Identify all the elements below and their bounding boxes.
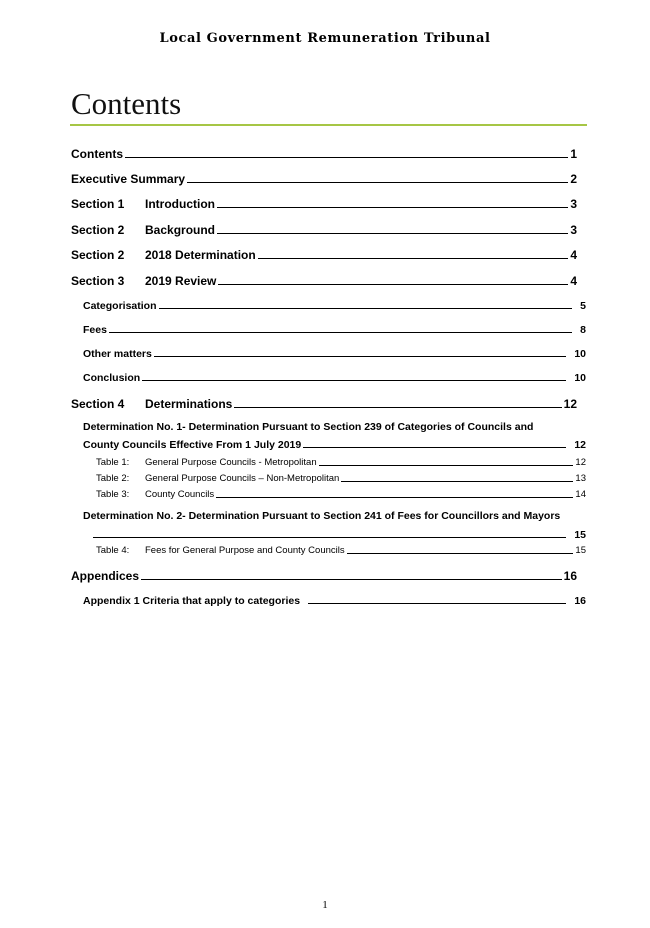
- toc-page: 4: [570, 248, 577, 262]
- toc-leader: [341, 481, 573, 482]
- toc-entry-determination-2[interactable]: [91, 527, 586, 541]
- toc-page: 13: [575, 473, 586, 484]
- toc-leader: [308, 603, 566, 604]
- toc-leader: [141, 579, 562, 580]
- toc-page: 10: [574, 348, 586, 360]
- toc-label: Categorisation: [83, 300, 157, 312]
- toc-entry-section-1[interactable]: [71, 195, 577, 211]
- toc-leader: [187, 182, 568, 183]
- toc-entry-executive-summary[interactable]: [71, 170, 577, 186]
- toc-page: 12: [574, 439, 586, 451]
- toc-leader: [319, 465, 574, 466]
- toc-page: 14: [575, 489, 586, 500]
- toc-label: Background: [145, 223, 216, 237]
- toc-label: Other matters: [83, 348, 152, 360]
- toc-page: 16: [574, 595, 586, 607]
- toc-page: 15: [574, 529, 586, 541]
- toc-section-number: Section 1: [71, 197, 125, 211]
- toc-label: Determinations: [145, 397, 233, 411]
- toc-page: 15: [575, 545, 586, 556]
- toc-label: 2019 Review: [145, 274, 217, 288]
- toc-leader: [217, 233, 568, 234]
- toc-entry-determination-1[interactable]: [83, 437, 586, 451]
- toc-leader: [303, 447, 566, 448]
- toc-label: County Councils Effective From 1 July 2019: [83, 439, 302, 451]
- toc-label: Appendix 1 Criteria that apply to categories: [83, 595, 301, 607]
- toc-page: 12: [563, 397, 577, 411]
- toc-leader: [258, 258, 569, 259]
- toc-page: 8: [580, 324, 586, 336]
- toc-entry-determination-2-line1[interactable]: Determination No. 2- Determination Pursuant to Section 241 of Fees for Councillors and Mayors: [83, 510, 561, 522]
- toc-leader: [125, 157, 568, 158]
- toc-label: County Councils: [145, 489, 215, 500]
- toc-label: Introduction: [145, 197, 215, 211]
- toc-entry-contents[interactable]: [71, 145, 577, 161]
- document-header: Local Government Remuneration Tribunal: [159, 31, 491, 46]
- toc-entry-other-matters[interactable]: [83, 346, 586, 360]
- toc-label: Fees for General Purpose and County Councils: [145, 545, 345, 556]
- toc-table-number: Table 4:: [96, 545, 130, 556]
- toc-page: 16: [563, 569, 577, 583]
- toc-entry-categorisation[interactable]: [83, 298, 586, 312]
- toc-table-number: Table 3:: [96, 489, 130, 500]
- toc-leader: [218, 284, 568, 285]
- toc-section-number: Section 3: [71, 274, 125, 288]
- toc-entry-fees[interactable]: [83, 322, 586, 336]
- toc-page: 5: [580, 300, 586, 312]
- toc-entry-conclusion[interactable]: [83, 370, 586, 384]
- toc-label: Executive Summary: [71, 172, 186, 186]
- toc-entry-table-1[interactable]: [96, 455, 586, 468]
- toc-leader: [93, 537, 566, 538]
- toc-entry-table-3[interactable]: [96, 487, 586, 500]
- toc-page: 2: [570, 172, 577, 186]
- toc-leader: [347, 553, 574, 554]
- toc-entry-determination-1-line1[interactable]: Determination No. 1- Determination Pursuant to Section 239 of Categories of Councils and: [83, 421, 534, 433]
- toc-table-number: Table 2:: [96, 473, 130, 484]
- toc-label: General Purpose Councils - Metropolitan: [145, 457, 317, 468]
- toc-entry-table-4[interactable]: [96, 543, 586, 556]
- toc-label: General Purpose Councils – Non-Metropolitan: [145, 473, 340, 484]
- toc-section-number: Section 4: [71, 397, 125, 411]
- toc-label: Fees: [83, 324, 107, 336]
- toc-page: 10: [574, 372, 586, 384]
- page-title: Contents: [71, 86, 182, 121]
- toc-entry-table-2[interactable]: [96, 471, 586, 484]
- toc-page: 3: [570, 197, 577, 211]
- toc-entry-section-4[interactable]: [71, 395, 577, 411]
- toc-label: Conclusion: [83, 372, 141, 384]
- toc-leader: [159, 308, 573, 309]
- toc-table-number: Table 1:: [96, 457, 130, 468]
- toc-entry-appendix-1[interactable]: [83, 593, 586, 607]
- toc-leader: [217, 207, 568, 208]
- toc-entry-appendices[interactable]: [71, 567, 577, 583]
- toc-entry-section-3[interactable]: [71, 272, 577, 288]
- toc-leader: [234, 407, 561, 408]
- toc-page: 12: [575, 457, 586, 468]
- toc-label: Contents: [71, 147, 123, 161]
- toc-leader: [216, 497, 573, 498]
- toc-section-number: Section 2: [71, 248, 125, 262]
- toc-leader: [154, 356, 566, 357]
- page-number: 1: [322, 899, 328, 911]
- toc-page: 3: [570, 223, 577, 237]
- toc-entry-section-2-determination[interactable]: [71, 246, 577, 262]
- toc-label: 2018 Determination: [145, 248, 256, 262]
- toc-page: 1: [570, 147, 577, 161]
- toc-entry-section-2-background[interactable]: [71, 221, 577, 237]
- toc-page: 4: [570, 274, 577, 288]
- toc-section-number: Section 2: [71, 223, 125, 237]
- toc-leader: [142, 380, 566, 381]
- toc-leader: [109, 332, 572, 333]
- toc-label: Appendices: [71, 569, 140, 583]
